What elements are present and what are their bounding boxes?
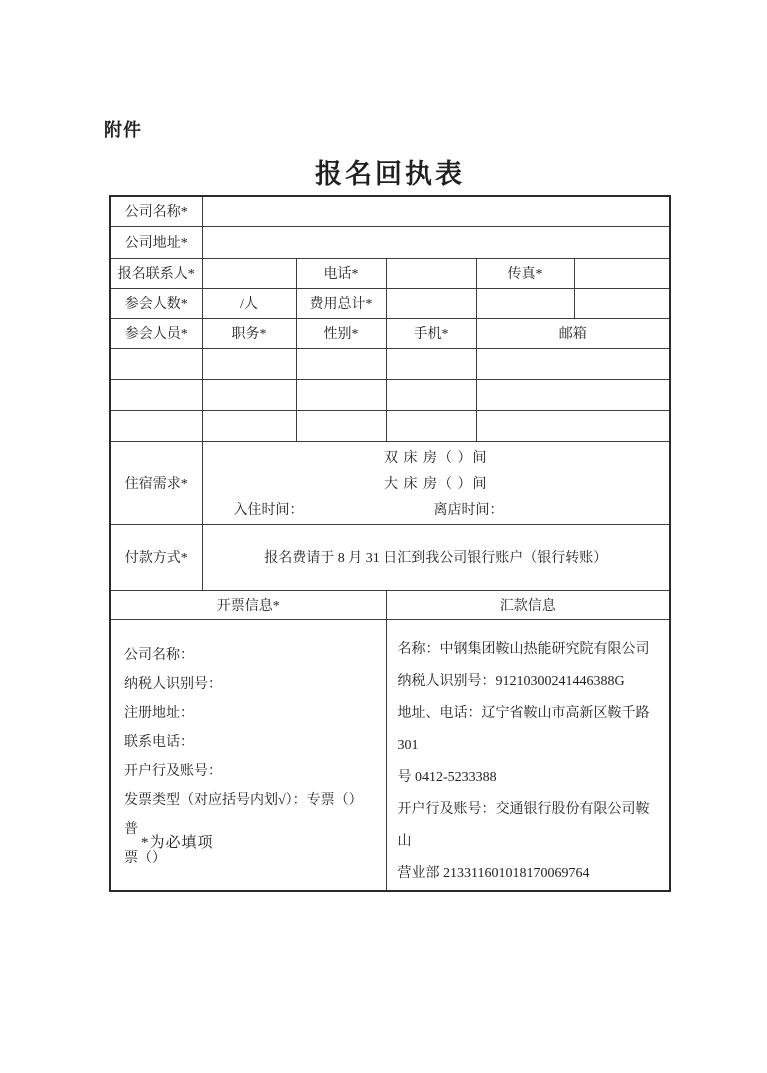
attendee-gender-cell: [296, 379, 386, 410]
invoice-line: 注册地址：: [124, 705, 194, 721]
accommodation-content-cell: [202, 441, 670, 524]
attendee-email-cell: [476, 379, 670, 410]
attendee-count-label: 参会人数*: [110, 288, 202, 318]
attendee-entry-row: [110, 410, 670, 441]
invoice-line: 联系电话：: [124, 734, 194, 750]
required-field-footnote: *为必填项: [141, 835, 214, 851]
email-label: 邮箱: [476, 318, 670, 348]
accommodation-label: 住宿需求*: [110, 441, 202, 524]
mobile-label: 手机*: [386, 318, 476, 348]
attendee-mobile-cell: [386, 348, 476, 379]
checkout-label: 离店时间：: [433, 502, 504, 518]
checkin-label: 入住时间：: [233, 502, 304, 518]
remittance-line: 号 0412-5233388: [397, 769, 497, 785]
invoice-line: 公司名称：: [124, 647, 194, 663]
attendee-gender-cell: [296, 348, 386, 379]
remittance-section-header: 汇款信息: [386, 590, 670, 619]
row-payment: [110, 524, 670, 590]
gender-label: 性别*: [296, 318, 386, 348]
attendee-name-cell: [110, 379, 202, 410]
company-address-label: 公司地址*: [110, 226, 202, 258]
fax-input-cell: [574, 258, 670, 288]
attendee-label: 参会人员*: [110, 318, 202, 348]
attendee-name-cell: [110, 348, 202, 379]
company-name-label: 公司名称*: [110, 196, 202, 226]
position-label: 职务*: [202, 318, 296, 348]
attendee-mobile-cell: [386, 410, 476, 441]
attendee-mobile-cell: [386, 379, 476, 410]
row-contact: [110, 258, 670, 288]
fee-total-label: 费用总计*: [296, 288, 386, 318]
registration-form-table: [109, 195, 671, 892]
remittance-line: 名称：中钢集团鞍山热能研究院有限公司: [397, 641, 650, 657]
attendee-position-cell: [202, 410, 296, 441]
attendee-entry-row: [110, 379, 670, 410]
invoice-line: 票（）: [124, 850, 166, 866]
row-accommodation: [110, 441, 670, 524]
attendee-count-unit: /人: [202, 288, 296, 318]
phone-label: 电话*: [296, 258, 386, 288]
fee-total-input-cell: [386, 288, 476, 318]
row-attendee-header: [110, 318, 670, 348]
attendee-position-cell: [202, 379, 296, 410]
row-company-name: [110, 196, 670, 226]
attendee-count-blank-cell-1: [476, 288, 574, 318]
remittance-line: 开户行及账号：交通银行股份有限公司鞍山: [397, 801, 650, 849]
attendee-entry-row: [110, 348, 670, 379]
attendee-gender-cell: [296, 410, 386, 441]
attendee-count-blank-cell-2: [574, 288, 670, 318]
attendee-email-cell: [476, 348, 670, 379]
attendee-position-cell: [202, 348, 296, 379]
payment-label: 付款方式*: [110, 524, 202, 590]
invoice-line: 纳税人识别号：: [124, 676, 222, 692]
king-room-line: 大 床 房（ ）间: [384, 476, 488, 492]
company-address-input-cell: [202, 226, 670, 258]
invoice-line: 开户行及账号：: [124, 763, 222, 779]
fax-label: 传真*: [476, 258, 574, 288]
attendee-email-cell: [476, 410, 670, 441]
remittance-info-cell: [386, 619, 670, 891]
remittance-line: 地址、电话：辽宁省鞍山市高新区鞍千路 301: [397, 705, 650, 753]
twin-room-line: 双 床 房（ ）间: [384, 450, 488, 466]
attendee-name-cell: [110, 410, 202, 441]
contact-input-cell: [202, 258, 296, 288]
phone-input-cell: [386, 258, 476, 288]
contact-label: 报名联系人*: [110, 258, 202, 288]
invoice-line: 发票类型（对应括号内划√）：专票（）普: [124, 792, 363, 837]
payment-instruction: 报名费请于 8 月 31 日汇到我公司银行账户（银行转账）: [202, 524, 670, 590]
row-company-address: [110, 226, 670, 258]
attachment-label: 附件: [104, 120, 142, 140]
invoice-section-header: 开票信息*: [110, 590, 386, 619]
remittance-line: 营业部 213311601018170069764: [397, 865, 590, 881]
remittance-line: 纳税人识别号：91210300241446388G: [397, 673, 625, 689]
row-attendee-count: [110, 288, 670, 318]
company-name-input-cell: [202, 196, 670, 226]
form-title: 报名回执表: [315, 159, 465, 189]
row-section-headers: [110, 590, 670, 619]
